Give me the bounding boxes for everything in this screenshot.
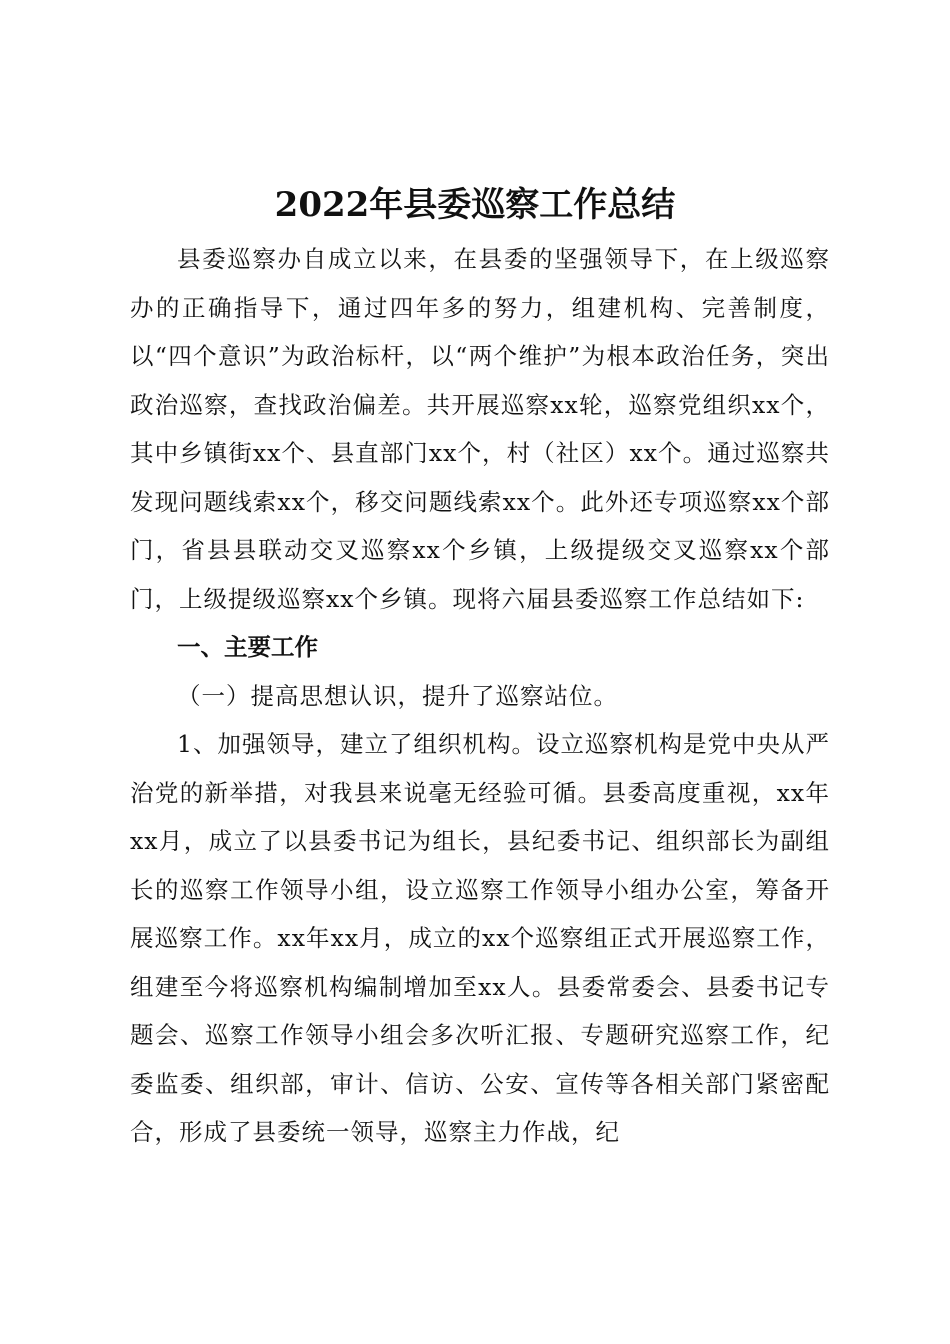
document-title: 2022年县委巡察工作总结 — [274, 185, 676, 225]
subsection-heading-1: （一）提高思想认识，提升了巡察站位。 — [177, 681, 618, 710]
section-heading-main-work: 一、主要工作 — [177, 633, 318, 661]
document-body — [130, 235, 830, 1157]
body-paragraph-1: 1、加强领导，建立了组织机构。设立巡察机构是党中央从严治党的新举措，对我县来说毫无经验可循。县委高度重视，xx年xx月，成立了以县委书记为组长，县纪委书记、组织部长为副组长的巡察工作领导小组，设立巡察工作领导小组办公室，筹备开展巡察工作。xx年xx月，成立的xx个巡察组正式开展巡察工作，组建至今将巡察机构编制增加至xx人。县委常委会、县委书记专题会、巡察工作领导小组会多次听汇报、专题研究巡察工作，纪委监委、组织部，审计、信访、公安、宣传等各相关部门紧密配合，形成了县委统一领导，巡察主力作战，纪 — [130, 730, 830, 1146]
intro-paragraph: 县委巡察办自成立以来，在县委的坚强领导下，在上级巡察办的正确指导下，通过四年多的努力，组建机构、完善制度，以“四个意识”为政治标杆，以“两个维护”为根本政治任务，突出政治巡察，查找政治偏差。共开展巡察xx轮，巡察党组织xx个，其中乡镇街xx个、县直部门xx个，村（社区）xx个。通过巡察共发现问题线索xx个，移交问题线索xx个。此外还专项巡察xx个部门，省县县联动交叉巡察xx个乡镇，上级提级交叉巡察xx个部门，上级提级巡察xx个乡镇。现将六届县委巡察工作总结如下: — [130, 245, 830, 613]
